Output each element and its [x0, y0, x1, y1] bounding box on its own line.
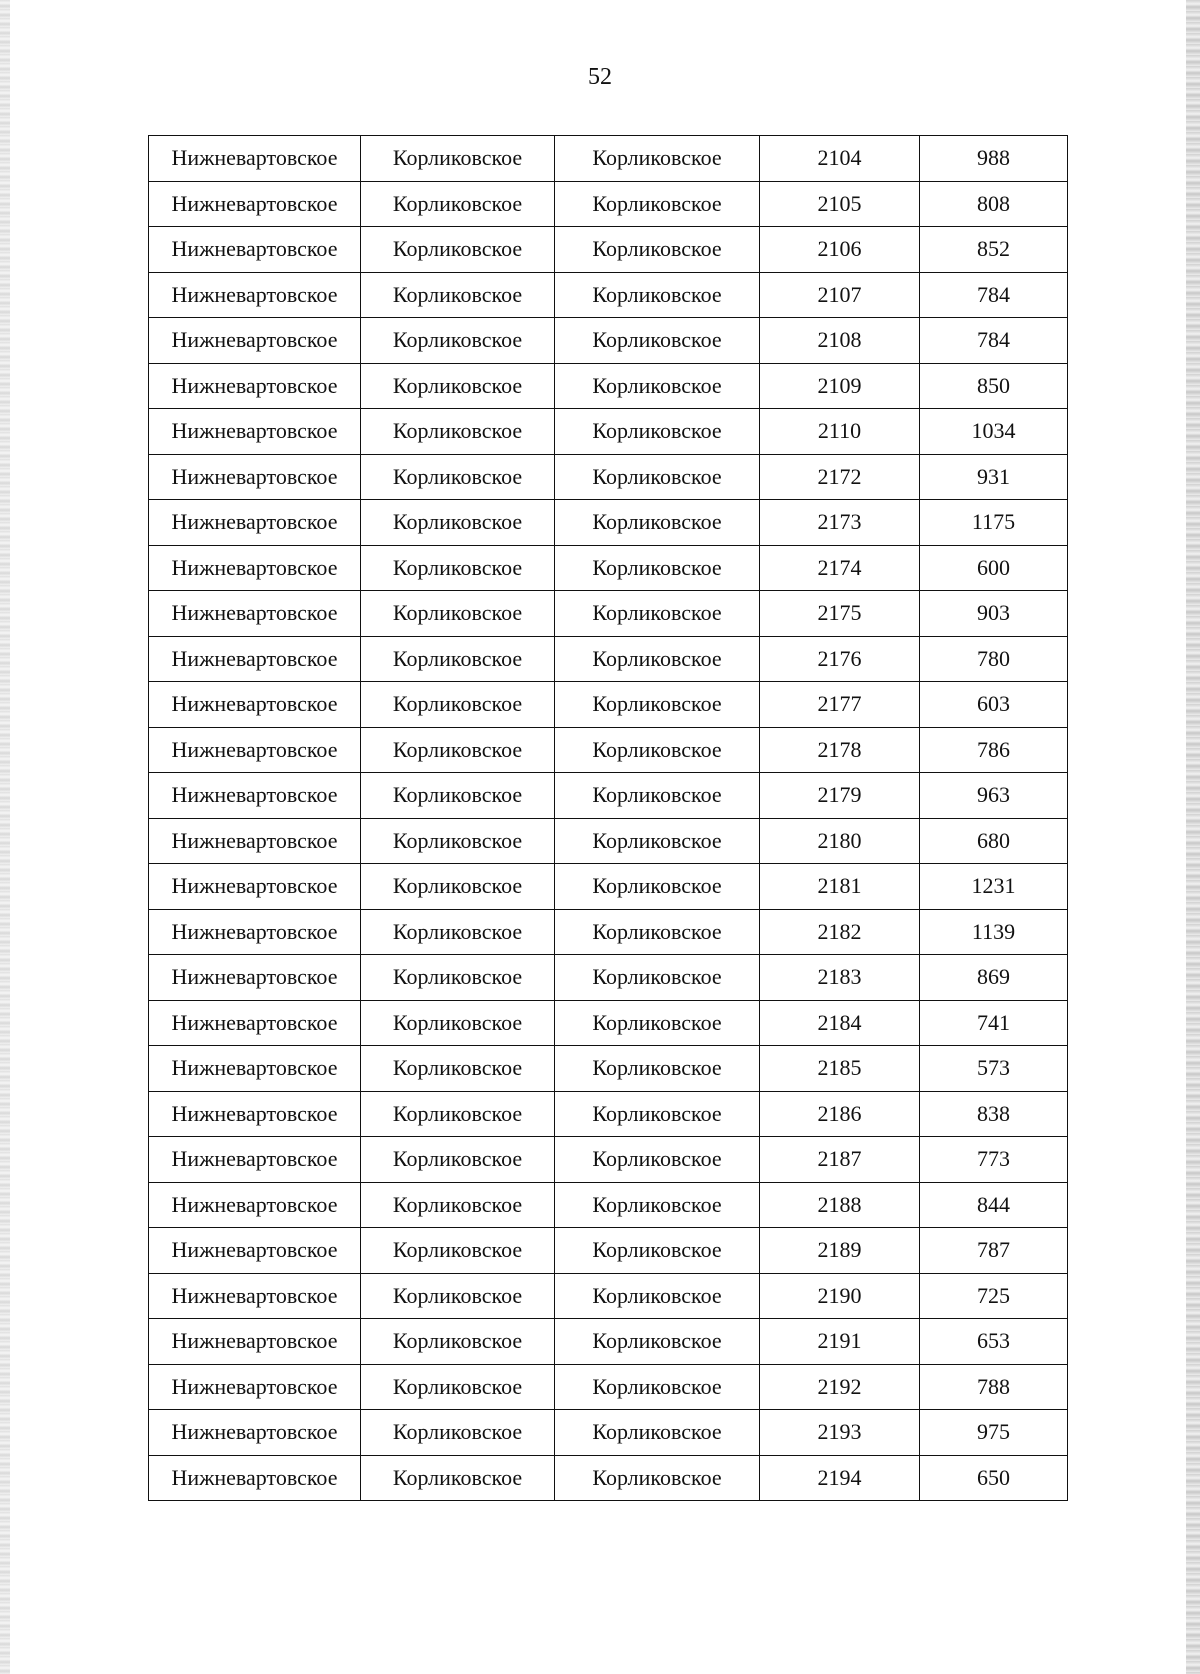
table-row — [149, 1319, 1068, 1365]
district-cell: Нижневартовское — [149, 591, 361, 637]
value-cell: 838 — [920, 1091, 1068, 1137]
district-cell: Нижневартовское — [149, 363, 361, 409]
value-cell: 773 — [920, 1137, 1068, 1183]
value-cell: 963 — [920, 773, 1068, 819]
well-number-cell: 2106 — [760, 227, 920, 273]
district-cell: Нижневартовское — [149, 955, 361, 1001]
deposit-cell: Корликовское — [555, 727, 760, 773]
district-cell: Нижневартовское — [149, 272, 361, 318]
deposit-cell: Корликовское — [555, 545, 760, 591]
field-cell: Корликовское — [361, 909, 555, 955]
table-row — [149, 363, 1068, 409]
well-number-cell: 2178 — [760, 727, 920, 773]
district-cell: Нижневартовское — [149, 1228, 361, 1274]
district-cell: Нижневартовское — [149, 727, 361, 773]
field-cell: Корликовское — [361, 1410, 555, 1456]
district-cell: Нижневартовское — [149, 1364, 361, 1410]
table-row — [149, 1000, 1068, 1046]
table-row — [149, 864, 1068, 910]
table-row — [149, 773, 1068, 819]
field-cell: Корликовское — [361, 363, 555, 409]
field-cell: Корликовское — [361, 1091, 555, 1137]
district-cell: Нижневартовское — [149, 181, 361, 227]
table-row — [149, 1182, 1068, 1228]
district-cell: Нижневартовское — [149, 1137, 361, 1183]
table-row — [149, 636, 1068, 682]
field-cell: Корликовское — [361, 409, 555, 455]
deposit-cell: Корликовское — [555, 272, 760, 318]
scan-edge-left — [0, 0, 10, 1674]
field-cell: Корликовское — [361, 1137, 555, 1183]
well-number-cell: 2194 — [760, 1455, 920, 1501]
table-row — [149, 1273, 1068, 1319]
district-cell: Нижневартовское — [149, 909, 361, 955]
well-number-cell: 2185 — [760, 1046, 920, 1092]
district-cell: Нижневартовское — [149, 818, 361, 864]
well-number-cell: 2173 — [760, 500, 920, 546]
well-number-cell: 2189 — [760, 1228, 920, 1274]
value-cell: 844 — [920, 1182, 1068, 1228]
field-cell: Корликовское — [361, 818, 555, 864]
table-row — [149, 1091, 1068, 1137]
table-body — [149, 136, 1068, 1501]
field-cell: Корликовское — [361, 181, 555, 227]
table-row — [149, 500, 1068, 546]
value-cell: 1034 — [920, 409, 1068, 455]
district-cell: Нижневартовское — [149, 545, 361, 591]
table-row — [149, 1228, 1068, 1274]
value-cell: 788 — [920, 1364, 1068, 1410]
table-row — [149, 1410, 1068, 1456]
district-cell: Нижневартовское — [149, 1319, 361, 1365]
value-cell: 600 — [920, 545, 1068, 591]
well-number-cell: 2183 — [760, 955, 920, 1001]
deposit-cell: Корликовское — [555, 1364, 760, 1410]
field-cell: Корликовское — [361, 500, 555, 546]
table-row — [149, 1455, 1068, 1501]
field-cell: Корликовское — [361, 864, 555, 910]
table-row — [149, 136, 1068, 182]
district-cell: Нижневартовское — [149, 1091, 361, 1137]
table-row — [149, 227, 1068, 273]
well-number-cell: 2176 — [760, 636, 920, 682]
table-row — [149, 272, 1068, 318]
value-cell: 931 — [920, 454, 1068, 500]
district-cell: Нижневартовское — [149, 409, 361, 455]
district-cell: Нижневартовское — [149, 773, 361, 819]
field-cell: Корликовское — [361, 682, 555, 728]
field-cell: Корликовское — [361, 227, 555, 273]
deposit-cell: Корликовское — [555, 227, 760, 273]
value-cell: 784 — [920, 272, 1068, 318]
deposit-cell: Корликовское — [555, 1000, 760, 1046]
deposit-cell: Корликовское — [555, 136, 760, 182]
deposit-cell: Корликовское — [555, 181, 760, 227]
value-cell: 787 — [920, 1228, 1068, 1274]
deposit-cell: Корликовское — [555, 1273, 760, 1319]
deposit-cell: Корликовское — [555, 1182, 760, 1228]
data-table — [148, 135, 1068, 1501]
deposit-cell: Корликовское — [555, 318, 760, 364]
well-number-cell: 2108 — [760, 318, 920, 364]
value-cell: 780 — [920, 636, 1068, 682]
district-cell: Нижневартовское — [149, 1273, 361, 1319]
deposit-cell: Корликовское — [555, 454, 760, 500]
field-cell: Корликовское — [361, 318, 555, 364]
value-cell: 1231 — [920, 864, 1068, 910]
table-row — [149, 409, 1068, 455]
field-cell: Корликовское — [361, 1182, 555, 1228]
field-cell: Корликовское — [361, 636, 555, 682]
district-cell: Нижневартовское — [149, 864, 361, 910]
field-cell: Корликовское — [361, 1000, 555, 1046]
deposit-cell: Корликовское — [555, 682, 760, 728]
value-cell: 988 — [920, 136, 1068, 182]
value-cell: 680 — [920, 818, 1068, 864]
district-cell: Нижневартовское — [149, 1182, 361, 1228]
well-number-cell: 2105 — [760, 181, 920, 227]
field-cell: Корликовское — [361, 1319, 555, 1365]
deposit-cell: Корликовское — [555, 1228, 760, 1274]
deposit-cell: Корликовское — [555, 363, 760, 409]
well-number-cell: 2182 — [760, 909, 920, 955]
well-number-cell: 2174 — [760, 545, 920, 591]
field-cell: Корликовское — [361, 454, 555, 500]
field-cell: Корликовское — [361, 727, 555, 773]
district-cell: Нижневартовское — [149, 636, 361, 682]
well-number-cell: 2175 — [760, 591, 920, 637]
table-row — [149, 1364, 1068, 1410]
table-row — [149, 1046, 1068, 1092]
well-number-cell: 2181 — [760, 864, 920, 910]
district-cell: Нижневартовское — [149, 1410, 361, 1456]
table-row — [149, 181, 1068, 227]
district-cell: Нижневартовское — [149, 1000, 361, 1046]
value-cell: 852 — [920, 227, 1068, 273]
well-number-cell: 2110 — [760, 409, 920, 455]
page-number: 52 — [588, 64, 612, 90]
field-cell: Корликовское — [361, 272, 555, 318]
field-cell: Корликовское — [361, 136, 555, 182]
district-cell: Нижневартовское — [149, 1455, 361, 1501]
table-row — [149, 955, 1068, 1001]
well-number-cell: 2177 — [760, 682, 920, 728]
well-number-cell: 2193 — [760, 1410, 920, 1456]
field-cell: Корликовское — [361, 773, 555, 819]
field-cell: Корликовское — [361, 591, 555, 637]
value-cell: 869 — [920, 955, 1068, 1001]
field-cell: Корликовское — [361, 1364, 555, 1410]
well-number-cell: 2107 — [760, 272, 920, 318]
well-number-cell: 2188 — [760, 1182, 920, 1228]
value-cell: 1139 — [920, 909, 1068, 955]
field-cell: Корликовское — [361, 1046, 555, 1092]
value-cell: 1175 — [920, 500, 1068, 546]
field-cell: Корликовское — [361, 1455, 555, 1501]
table-row — [149, 727, 1068, 773]
well-number-cell: 2180 — [760, 818, 920, 864]
well-number-cell: 2191 — [760, 1319, 920, 1365]
deposit-cell: Корликовское — [555, 773, 760, 819]
deposit-cell: Корликовское — [555, 500, 760, 546]
table-row — [149, 818, 1068, 864]
deposit-cell: Корликовское — [555, 636, 760, 682]
scan-edge-right — [1186, 0, 1200, 1674]
deposit-cell: Корликовское — [555, 1455, 760, 1501]
well-number-cell: 2190 — [760, 1273, 920, 1319]
table-row — [149, 591, 1068, 637]
deposit-cell: Корликовское — [555, 1319, 760, 1365]
value-cell: 741 — [920, 1000, 1068, 1046]
deposit-cell: Корликовское — [555, 864, 760, 910]
deposit-cell: Корликовское — [555, 409, 760, 455]
value-cell: 784 — [920, 318, 1068, 364]
table-row — [149, 682, 1068, 728]
field-cell: Корликовское — [361, 955, 555, 1001]
district-cell: Нижневартовское — [149, 227, 361, 273]
value-cell: 653 — [920, 1319, 1068, 1365]
value-cell: 975 — [920, 1410, 1068, 1456]
table-row — [149, 909, 1068, 955]
deposit-cell: Корликовское — [555, 591, 760, 637]
value-cell: 808 — [920, 181, 1068, 227]
district-cell: Нижневартовское — [149, 454, 361, 500]
well-number-cell: 2184 — [760, 1000, 920, 1046]
district-cell: Нижневартовское — [149, 682, 361, 728]
value-cell: 573 — [920, 1046, 1068, 1092]
deposit-cell: Корликовское — [555, 955, 760, 1001]
deposit-cell: Корликовское — [555, 909, 760, 955]
district-cell: Нижневартовское — [149, 136, 361, 182]
table-row — [149, 1137, 1068, 1183]
well-number-cell: 2172 — [760, 454, 920, 500]
well-number-cell: 2187 — [760, 1137, 920, 1183]
deposit-cell: Корликовское — [555, 818, 760, 864]
district-cell: Нижневартовское — [149, 500, 361, 546]
deposit-cell: Корликовское — [555, 1137, 760, 1183]
table-row — [149, 454, 1068, 500]
value-cell: 786 — [920, 727, 1068, 773]
field-cell: Корликовское — [361, 1228, 555, 1274]
value-cell: 603 — [920, 682, 1068, 728]
value-cell: 650 — [920, 1455, 1068, 1501]
well-number-cell: 2192 — [760, 1364, 920, 1410]
district-cell: Нижневартовское — [149, 1046, 361, 1092]
district-cell: Нижневартовское — [149, 318, 361, 364]
well-number-cell: 2109 — [760, 363, 920, 409]
table-row — [149, 545, 1068, 591]
well-number-cell: 2186 — [760, 1091, 920, 1137]
deposit-cell: Корликовское — [555, 1091, 760, 1137]
deposit-cell: Корликовское — [555, 1046, 760, 1092]
field-cell: Корликовское — [361, 1273, 555, 1319]
well-number-cell: 2179 — [760, 773, 920, 819]
value-cell: 725 — [920, 1273, 1068, 1319]
table-row — [149, 318, 1068, 364]
value-cell: 903 — [920, 591, 1068, 637]
well-number-cell: 2104 — [760, 136, 920, 182]
deposit-cell: Корликовское — [555, 1410, 760, 1456]
value-cell: 850 — [920, 363, 1068, 409]
field-cell: Корликовское — [361, 545, 555, 591]
